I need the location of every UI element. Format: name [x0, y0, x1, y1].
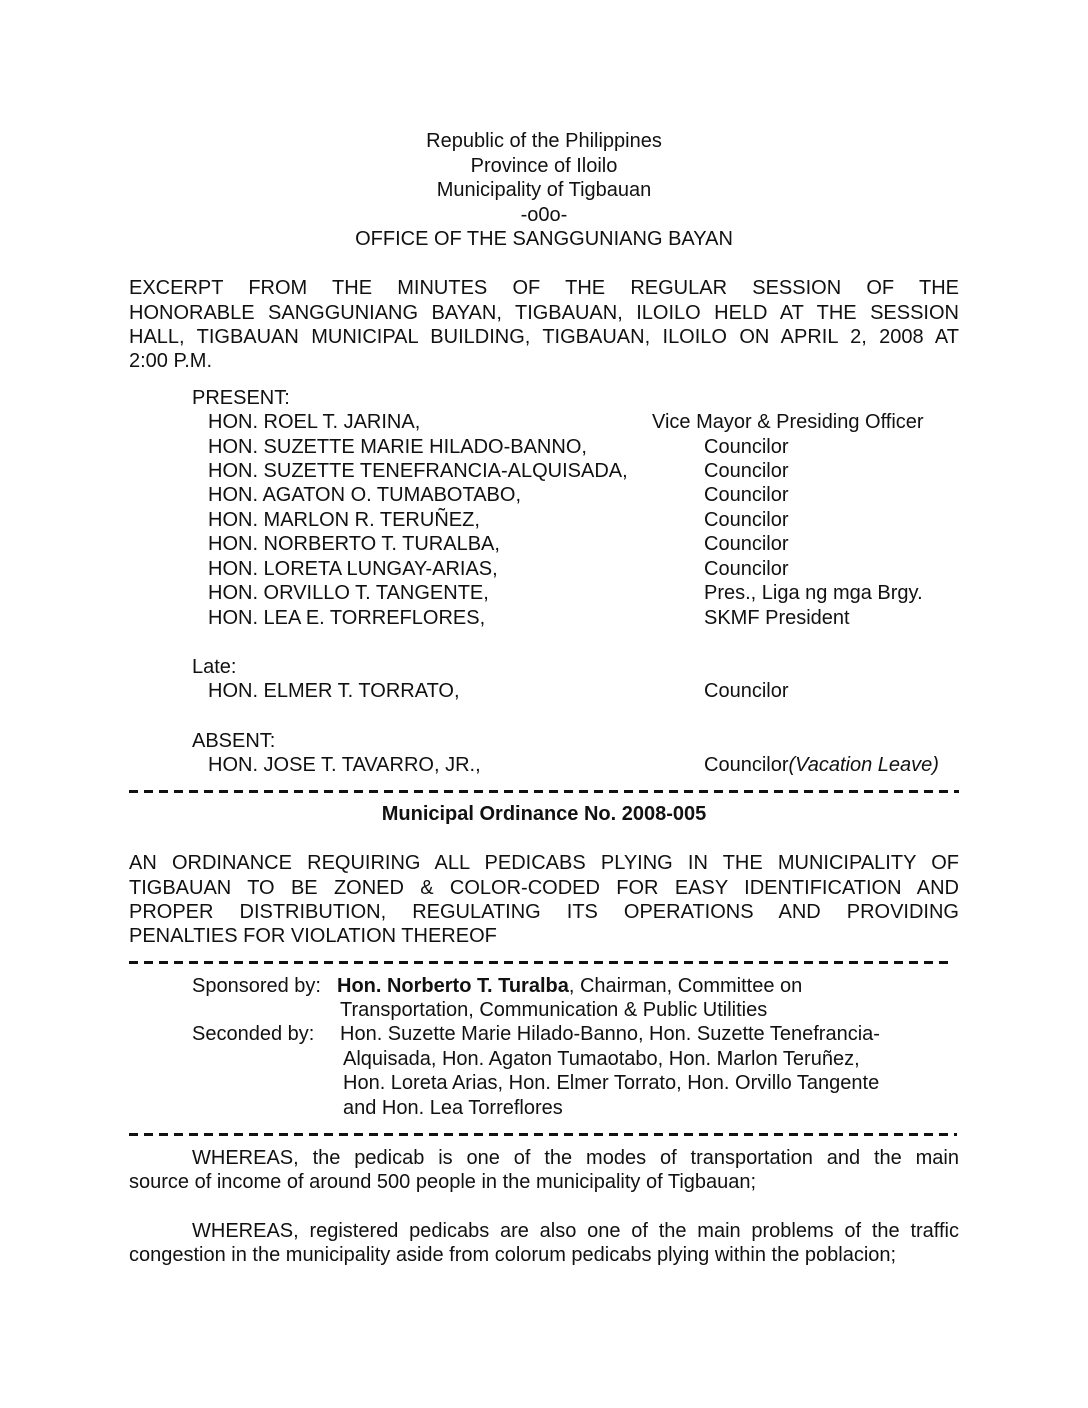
- excerpt-line: HALL, TIGBAUAN MUNICIPAL BUILDING, TIGBAUAN, ILOILO ON APRIL 2, 2008 AT: [129, 326, 959, 348]
- absent-label: ABSENT:: [192, 730, 276, 752]
- excerpt-line: EXCERPT FROM THE MINUTES OF THE REGULAR SESSION OF THE: [129, 277, 959, 299]
- absent-role: Councilor: [704, 754, 789, 776]
- attendee-role: [704, 753, 939, 777]
- attendee-name: HON. ELMER T. TORRATO,: [208, 680, 460, 702]
- attendee-role: SKMF President: [704, 607, 850, 629]
- late-label: Late:: [192, 656, 237, 678]
- seconded-line: Hon. Loreta Arias, Hon. Elmer Torrato, Hon. Orvillo Tangente: [343, 1072, 880, 1094]
- ordinance-title-line: TIGBAUAN TO BE ZONED & COLOR-CODED FOR EASY IDENTIFICATION AND: [129, 877, 959, 899]
- attendee-role: Pres., Liga ng mga Brgy.: [704, 582, 923, 604]
- whereas-clause-line: WHEREAS, the pedicab is one of the modes of transportation and the main: [192, 1147, 959, 1169]
- attendee-name: HON. JOSE T. TAVARRO, JR.,: [208, 754, 481, 776]
- attendee-name: HON. LEA E. TORREFLORES,: [208, 607, 486, 629]
- absent-note: (Vacation Leave): [788, 754, 939, 776]
- sponsor-title: , Chairman, Committee on: [568, 975, 803, 997]
- attendee-role: Councilor: [704, 484, 789, 506]
- present-label: PRESENT:: [192, 387, 290, 409]
- seconded-line: and Hon. Lea Torreflores: [343, 1097, 563, 1119]
- attendee-name: HON. ORVILLO T. TANGENTE,: [208, 582, 489, 604]
- excerpt-line: 2:00 P.M.: [129, 350, 213, 372]
- attendee-name: HON. ROEL T. JARINA,: [208, 411, 421, 433]
- ordinance-title-line: PROPER DISTRIBUTION, REGULATING ITS OPERATIONS AND PROVIDING: [129, 901, 959, 923]
- attendee-name: HON. MARLON R. TERUÑEZ,: [208, 509, 480, 531]
- sponsor-name: Hon. Norberto T. Turalba: [337, 975, 569, 997]
- attendee-role: Councilor: [704, 558, 789, 580]
- seconded-label: Seconded by:: [192, 1023, 315, 1045]
- attendee-role: Vice Mayor & Presiding Officer: [652, 411, 924, 433]
- attendee-role: Councilor: [704, 680, 789, 702]
- attendee-name: HON. LORETA LUNGAY-ARIAS,: [208, 558, 498, 580]
- ordinance-title-line: PENALTIES FOR VIOLATION THEREOF: [129, 925, 497, 947]
- seconded-line: Alquisada, Hon. Agaton Tumaotabo, Hon. Marlon Teruñez,: [343, 1048, 860, 1070]
- attendee-name: HON. SUZETTE MARIE HILADO-BANNO,: [208, 436, 587, 458]
- excerpt-line: HONORABLE SANGGUNIANG BAYAN, TIGBAUAN, ILOILO HELD AT THE SESSION: [129, 302, 959, 324]
- sponsored-label: Sponsored by:: [192, 975, 321, 997]
- ordinance-title-line: AN ORDINANCE REQUIRING ALL PEDICABS PLYING IN THE MUNICIPALITY OF: [129, 852, 959, 874]
- attendee-name: HON. AGATON O. TUMABOTABO,: [208, 484, 522, 506]
- whereas-clause-line: congestion in the municipality aside from colorum pedicabs plying within the poblacion;: [129, 1244, 897, 1266]
- letterhead-municipality: Municipality of Tigbauan: [436, 179, 652, 201]
- letterhead-office: OFFICE OF THE SANGGUNIANG BAYAN: [355, 228, 733, 250]
- attendee-role: Councilor: [704, 509, 789, 531]
- dashed-divider: [129, 790, 959, 793]
- attendee-role: Councilor: [704, 533, 789, 555]
- letterhead-province: Province of Iloilo: [470, 155, 618, 177]
- letterhead-republic: Republic of the Philippines: [426, 130, 662, 152]
- attendee-name: HON. SUZETTE TENEFRANCIA-ALQUISADA,: [208, 460, 628, 482]
- attendee-role: Councilor: [704, 460, 789, 482]
- attendee-name: HON. NORBERTO T. TURALBA,: [208, 533, 500, 555]
- dashed-divider: [129, 961, 951, 964]
- whereas-clause-line: WHEREAS, registered pedicabs are also one of the main problems of the traffic: [192, 1220, 959, 1242]
- attendee-role: Councilor: [704, 436, 789, 458]
- ordinance-number: Municipal Ordinance No. 2008-005: [381, 803, 707, 825]
- dashed-divider: [129, 1133, 957, 1136]
- whereas-clause-line: source of income of around 500 people in the municipality of Tigbauan;: [129, 1171, 757, 1193]
- sponsor-line: [337, 974, 802, 998]
- seconded-line: Hon. Suzette Marie Hilado-Banno, Hon. Suzette Tenefrancia-: [340, 1023, 880, 1045]
- sponsor-committee: Transportation, Communication & Public Utilities: [340, 999, 768, 1021]
- letterhead-separator: -o0o-: [520, 204, 568, 226]
